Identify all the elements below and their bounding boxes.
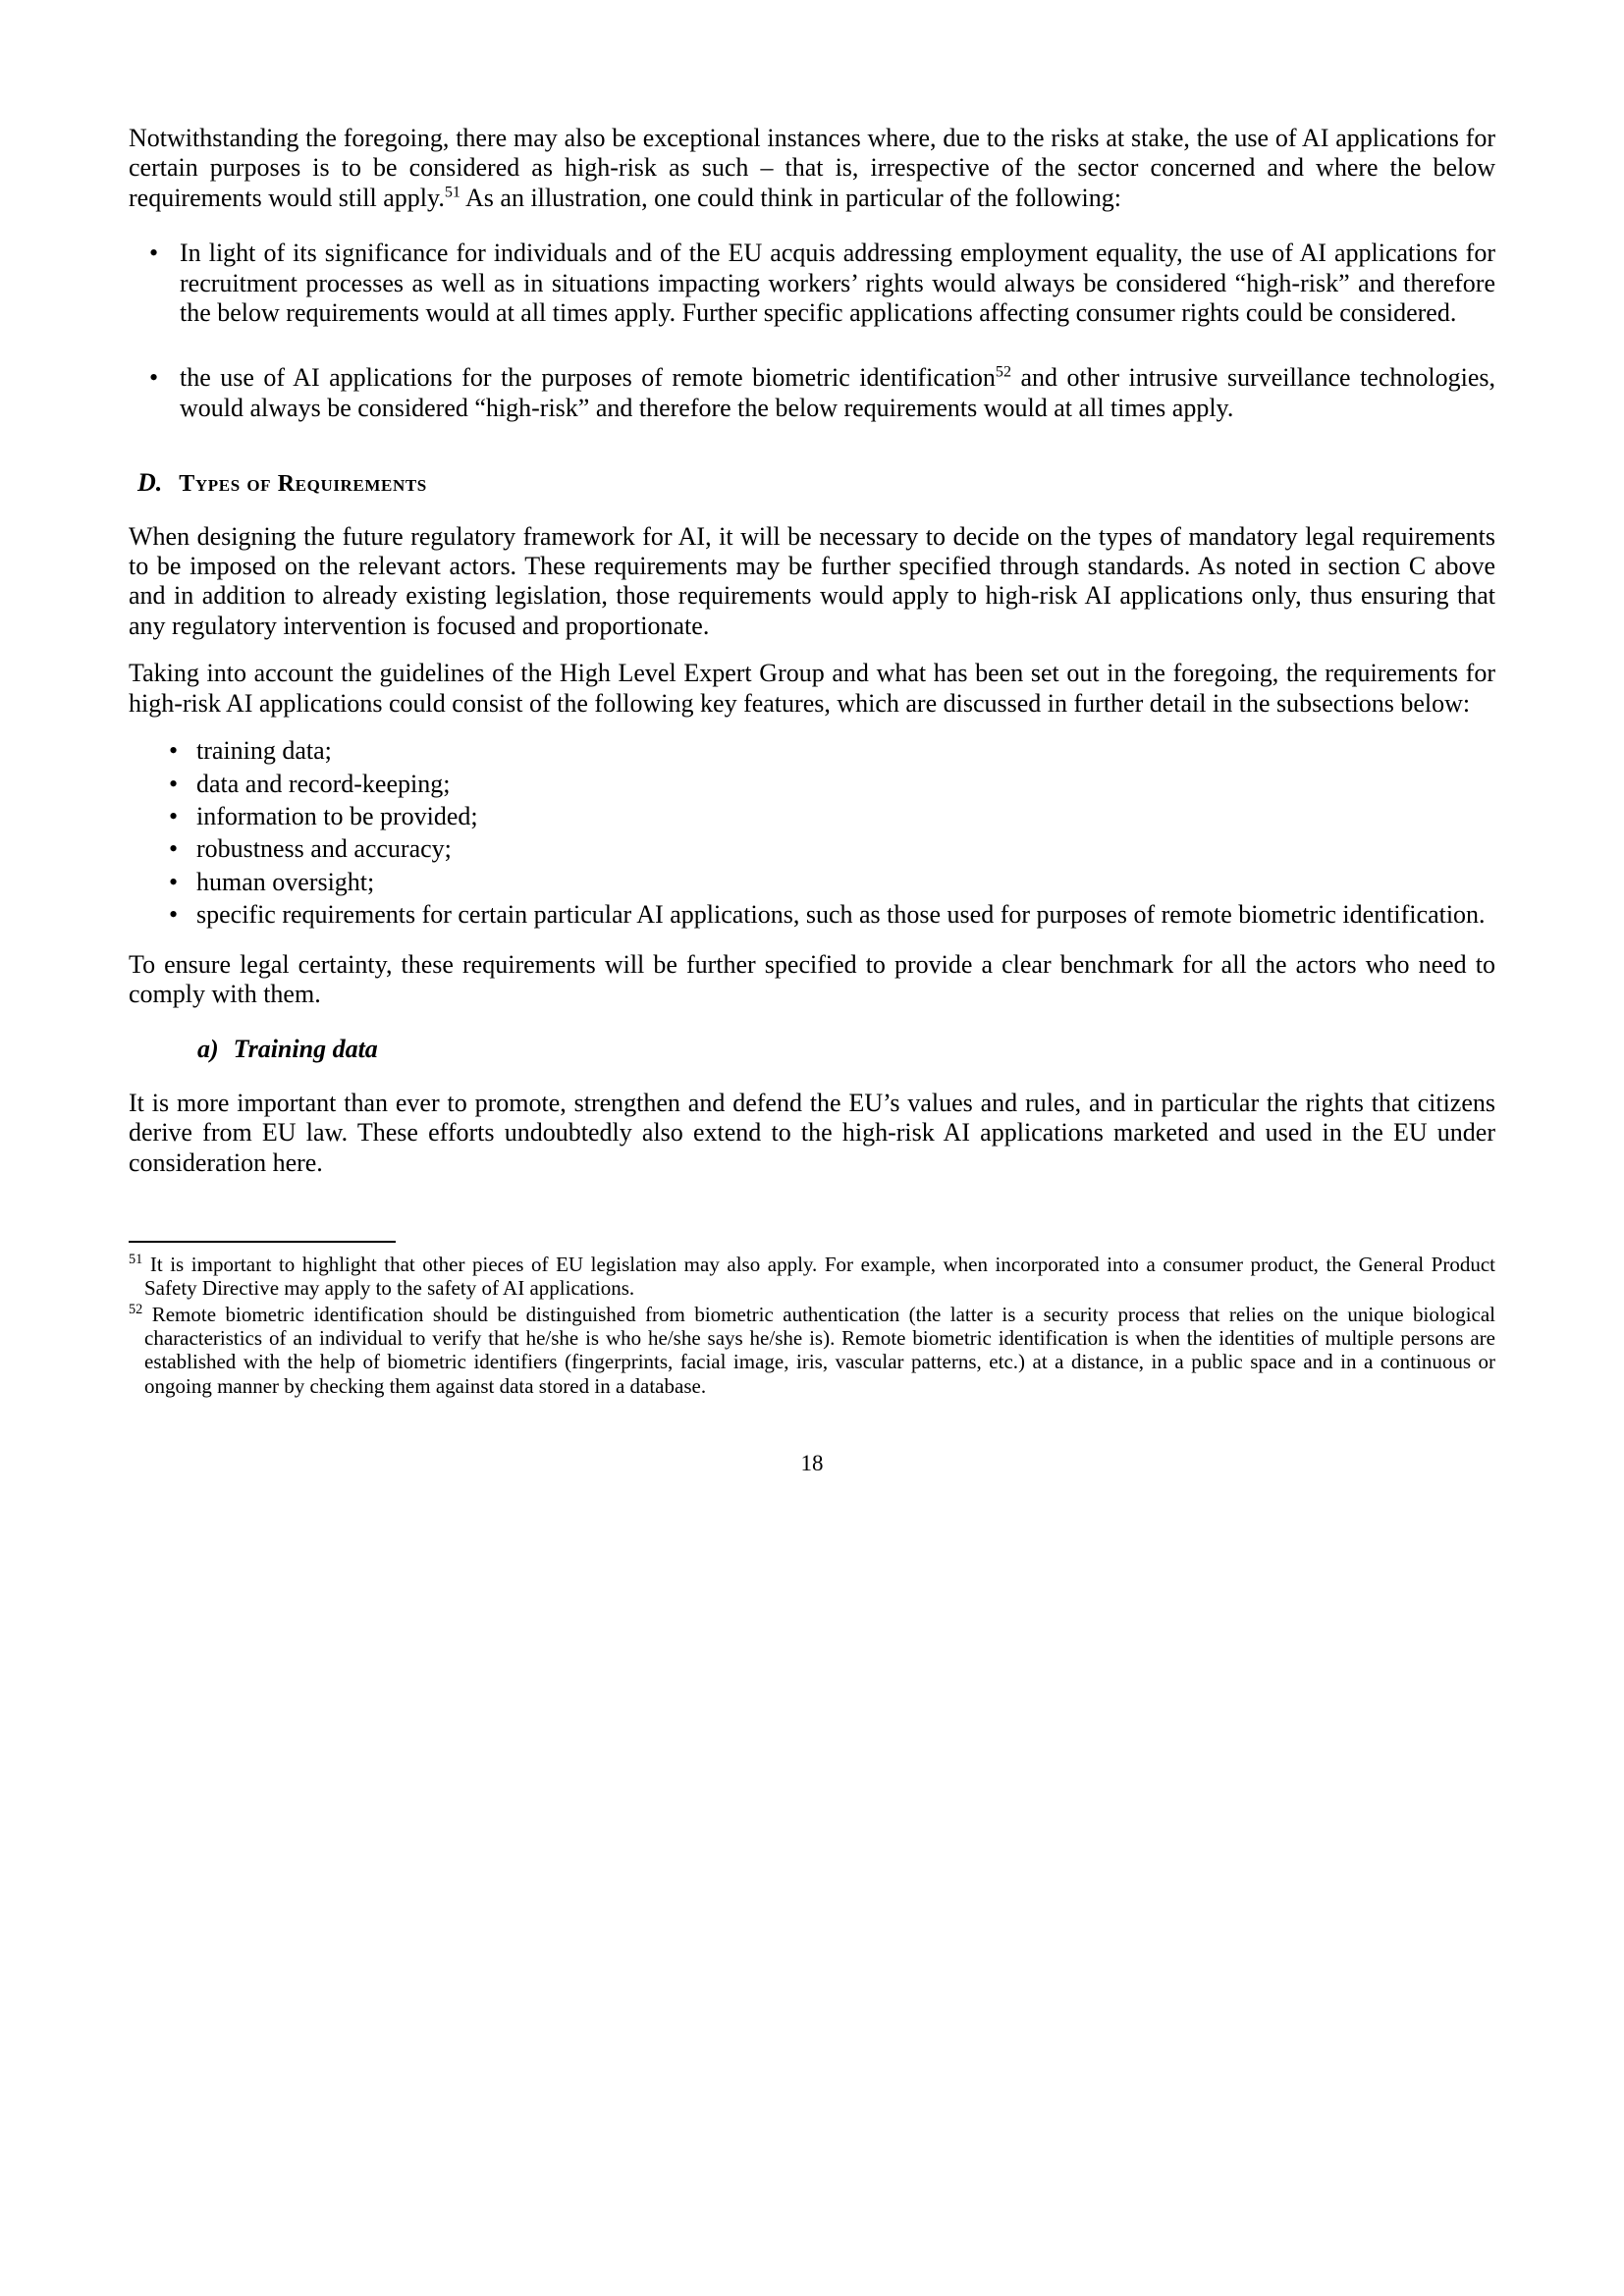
- bullet-icon: •: [169, 867, 179, 896]
- footnote-52: [129, 1303, 1495, 1398]
- list-item-record-keeping: [169, 770, 1495, 799]
- bullet-icon: •: [149, 239, 159, 268]
- paragraph-text-segment: As an illustration, one could think in particular of the following:: [460, 183, 1121, 212]
- footnotes-section: [129, 1241, 1495, 1398]
- subsection-letter: a): [197, 1035, 219, 1064]
- paragraph-exceptional-instances: [129, 124, 1495, 213]
- list-item-robustness: [169, 834, 1495, 864]
- subsection-title: Training data: [233, 1035, 378, 1064]
- list-item-remote-biometric: [149, 363, 1495, 423]
- paragraph-when-designing: When designing the future regulatory framework for AI, it will be necessary to decide on the types of mandatory legal requirements to be imposed on the relevant actors. These requirements may be further specified through standards. As noted in section C above and in addition to already existing legislation, those requirements would apply to high-risk AI applications only, thus ensuring that any regulatory intervention is focused and proportionate.: [129, 521, 1495, 640]
- list-item-text: robustness and accuracy;: [196, 834, 452, 864]
- list-item-training-data: [169, 736, 1495, 766]
- paragraph-taking-into-account: Taking into account the guidelines of the High Level Expert Group and what has been set out in the foregoing, the requirements for high-risk AI applications could consist of the following key features, which are discussed in further detail in the subsections below:: [129, 659, 1495, 718]
- footnote-number: 52: [129, 1301, 143, 1317]
- bullet-icon: •: [169, 736, 179, 766]
- list-item-text: specific requirements for certain particular AI applications, such as those used for purposes of remote biometric identification.: [196, 900, 1486, 930]
- list-item-human-oversight: [169, 868, 1495, 897]
- bullet-icon: •: [169, 834, 179, 864]
- footnote-number: 51: [129, 1251, 143, 1267]
- list-item-text-segment: and other intrusive surveillance technologies, would always be considered “high-risk” and therefore the below requirements would at all times apply.: [180, 363, 1495, 422]
- paragraph-legal-certainty: To ensure legal certainty, these requirements will be further specified to provide a clear benchmark for all the actors who need to comply with them.: [129, 949, 1495, 1008]
- footnote-ref-51: 51: [444, 184, 460, 201]
- section-title: Types of Requirements: [179, 471, 427, 498]
- list-item-employment-equality: [149, 239, 1495, 328]
- list-item-information: [169, 802, 1495, 831]
- bullet-icon: •: [169, 900, 179, 930]
- paragraph-training-data-intro: It is more important than ever to promote, strengthen and defend the EU’s values and rules, and in particular the rights that citizens derive from EU law. These efforts undoubtedly also extend to the high-risk AI applications marketed and used in the EU under consideration here.: [129, 1088, 1495, 1177]
- footnote-text: Remote biometric identification should be distinguished from biometric authentication (the latter is a security process that relies on the unique biological characteristics of an individual to verify that he/she is who he/she says he/she is). Remote biometric identification is when the identities of multiple persons are established with the help of biometric identifiers (fingerprints, facial image, iris, vascular patterns, etc.) at a distance, in a public space and in a continuous or ongoing manner by checking them against data stored in a database.: [144, 1302, 1495, 1398]
- key-features-list: [129, 736, 1495, 930]
- list-item-text-segment: the use of AI applications for the purposes of remote biometric identification: [180, 363, 996, 393]
- list-item-text: In light of its significance for individuals and of the EU acquis addressing employment equality, the use of AI applications for recruitment processes as well as in situations impacting workers’ rights would always be considered “high-risk” and therefore the below requirements would at all times apply. Further specific applications affecting consumer rights could be considered.: [180, 239, 1495, 328]
- subsection-heading-a-training-data: [129, 1035, 1495, 1064]
- list-item-specific-requirements: [169, 900, 1495, 930]
- list-item-text: data and record-keeping;: [196, 769, 451, 798]
- paragraph-text-segment: Notwithstanding the foregoing, there may also be exceptional instances where, due to the risks at stake, the use of AI applications for certain purposes is to be considered as high-risk as such – that is, irrespective of the sector concerned and where the below requirements would still apply.: [129, 124, 1495, 212]
- bullet-icon: •: [169, 769, 179, 798]
- footnote-text: It is important to highlight that other pieces of EU legislation may also apply. For example, when incorporated into a consumer product, the General Product Safety Directive may apply to the safety of AI applications.: [144, 1252, 1496, 1301]
- list-item-text: training data;: [196, 736, 332, 766]
- list-item-text: [180, 363, 1495, 423]
- section-heading-d-types-of-requirements: [129, 468, 1495, 498]
- list-item-text: human oversight;: [196, 867, 375, 896]
- footnote-51: [129, 1253, 1495, 1301]
- bullet-icon: •: [169, 801, 179, 830]
- list-item-text: information to be provided;: [196, 801, 478, 830]
- section-letter: D.: [137, 468, 163, 498]
- high-risk-examples-list: [129, 239, 1495, 423]
- bullet-icon: •: [149, 363, 159, 393]
- page-number: 18: [800, 1451, 824, 1476]
- footnote-ref-52: 52: [995, 363, 1011, 381]
- footnote-separator: [129, 1241, 396, 1243]
